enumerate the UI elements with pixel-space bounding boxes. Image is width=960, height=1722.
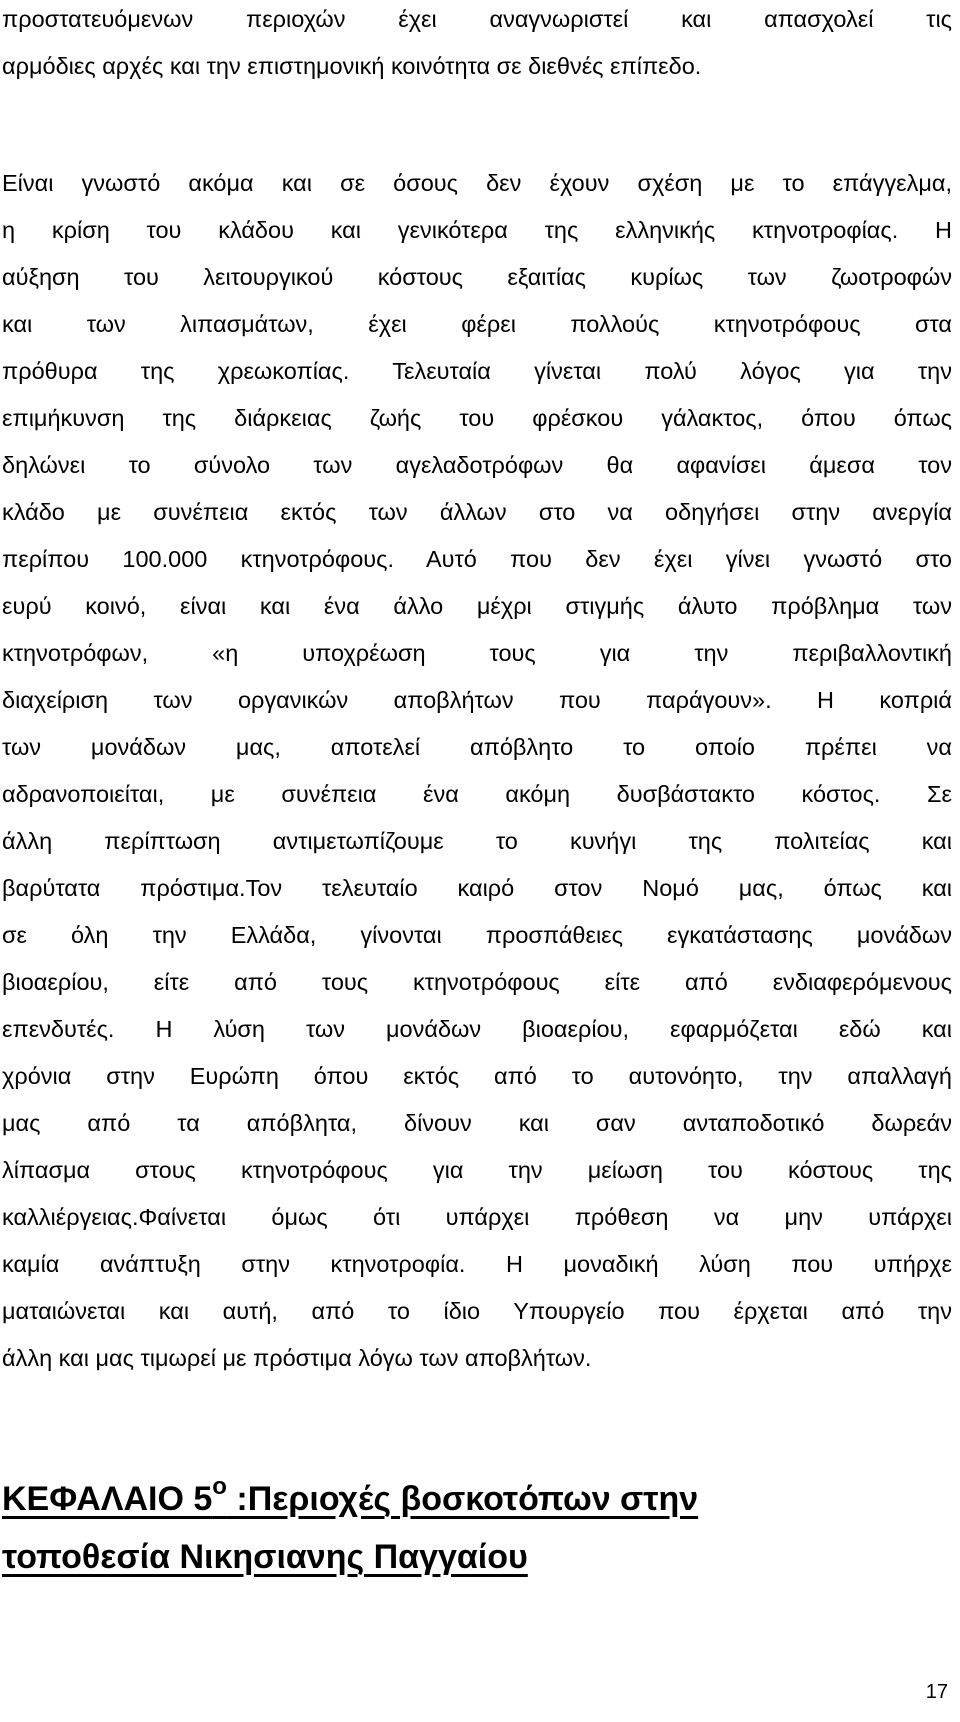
- paragraph-2-line: αδρανοποιείται, με συνέπεια ένα ακόμη δυσβάστακτο κόστος. Σε: [2, 781, 952, 807]
- chapter-heading-superscript: ο: [212, 1473, 227, 1500]
- paragraph-2-line: η κρίση του κλάδου και γενικότερα της ελληνικής κτηνοτροφίας. Η: [2, 217, 952, 243]
- chapter-heading-prefix: ΚΕΦΑΛΑΙΟ 5: [2, 1480, 213, 1518]
- paragraph-2-line: επενδυτές. Η λύση των μονάδων βιοαερίου, εφαρμόζεται εδώ και: [2, 1016, 952, 1042]
- paragraph-2-line: ματαιώνεται και αυτή, από το ίδιο Υπουργείο που έρχεται από την: [2, 1298, 952, 1324]
- paragraph-1: [2, 0, 952, 90]
- paragraph-2-line: μας από τα απόβλητα, δίνουν και σαν ανταποδοτικό δωρεάν: [2, 1110, 952, 1136]
- paragraph-2-line: πρόθυρα της χρεωκοπίας. Τελευταία γίνεται πολύ λόγος για την: [2, 358, 952, 384]
- paragraph-2-line: δηλώνει το σύνολο των αγελαδοτρόφων θα αφανίσει άμεσα τον: [2, 452, 952, 478]
- paragraph-2-line: κτηνοτρόφων, «η υποχρέωση τους για την περιβαλλοντική: [2, 640, 952, 666]
- paragraph-1-line: αρμόδιες αρχές και την επιστημονική κοινότητα σε διεθνές επίπεδο.: [2, 53, 702, 79]
- paragraph-2-line: σε όλη την Ελλάδα, γίνονται προσπάθειες εγκατάστασης μονάδων: [2, 922, 952, 948]
- paragraph-2-line: κλάδο με συνέπεια εκτός των άλλων στο να οδηγήσει στην ανεργία: [2, 499, 952, 525]
- paragraph-2-line: βαρύτατα πρόστιμα.Τον τελευταίο καιρό στον Νομό μας, όπως και: [2, 875, 952, 901]
- paragraph-2-line: λίπασμα στους κτηνοτρόφους για την μείωση του κόστους της: [2, 1157, 952, 1183]
- page-number: 17: [925, 1681, 948, 1703]
- paragraph-2-line: περίπου 100.000 κτηνοτρόφους. Αυτό που δεν έχει γίνει γνωστό στο: [2, 546, 952, 572]
- paragraph-2-line: διαχείριση των οργανικών αποβλήτων που παράγουν». Η κοπριά: [2, 687, 952, 713]
- paragraph-2-line: Είναι γνωστό ακόμα και σε όσους δεν έχουν σχέση με το επάγγελμα,: [2, 170, 952, 196]
- paragraph-2-line: άλλη περίπτωση αντιμετωπίζουμε το κυνήγι της πολιτείας και: [2, 828, 952, 854]
- paragraph-2-line: καλλιέργειας.Φαίνεται όμως ότι υπάρχει πρόθεση να μην υπάρχει: [2, 1204, 952, 1230]
- paragraph-2-line: χρόνια στην Ευρώπη όπου εκτός από το αυτονόητο, την απαλλαγή: [2, 1063, 952, 1089]
- chapter-heading-title-part-2: τοποθεσία Νικησιανης Παγγαίου: [2, 1538, 528, 1576]
- paragraph-2: [2, 160, 952, 1382]
- paragraph-2-line: των μονάδων μας, αποτελεί απόβλητο το οποίο πρέπει να: [2, 734, 952, 760]
- chapter-heading-line-2: [2, 1528, 952, 1586]
- chapter-heading-line-1: [2, 1470, 952, 1528]
- paragraph-2-line: καμία ανάπτυξη στην κτηνοτροφία. Η μοναδική λύση που υπήρχε: [2, 1251, 952, 1277]
- paragraph-2-line: ευρύ κοινό, είναι και ένα άλλο μέχρι στιγμής άλυτο πρόβλημα των: [2, 593, 952, 619]
- paragraph-2-line: βιοαερίου, είτε από τους κτηνοτρόφους είτε από ενδιαφερόμενους: [2, 969, 952, 995]
- paragraph-1-line: προστατευόμενων περιοχών έχει αναγνωριστεί και απασχολεί τις: [2, 6, 952, 32]
- chapter-heading-title-part-1: :Περιοχές βοσκοτόπων στην: [226, 1480, 699, 1518]
- paragraph-2-line: επιμήκυνση της διάρκειας ζωής του φρέσκου γάλακτος, όπου όπως: [2, 405, 952, 431]
- paragraph-2-line: αύξηση του λειτουργικού κόστους εξαιτίας κυρίως των ζωοτροφών: [2, 264, 952, 290]
- paragraph-2-line: άλλη και μας τιμωρεί με πρόστιμα λόγω των αποβλήτων.: [2, 1345, 592, 1371]
- paragraph-2-line: και των λιπασμάτων, έχει φέρει πολλούς κτηνοτρόφους στα: [2, 311, 952, 337]
- chapter-heading: [2, 1470, 952, 1586]
